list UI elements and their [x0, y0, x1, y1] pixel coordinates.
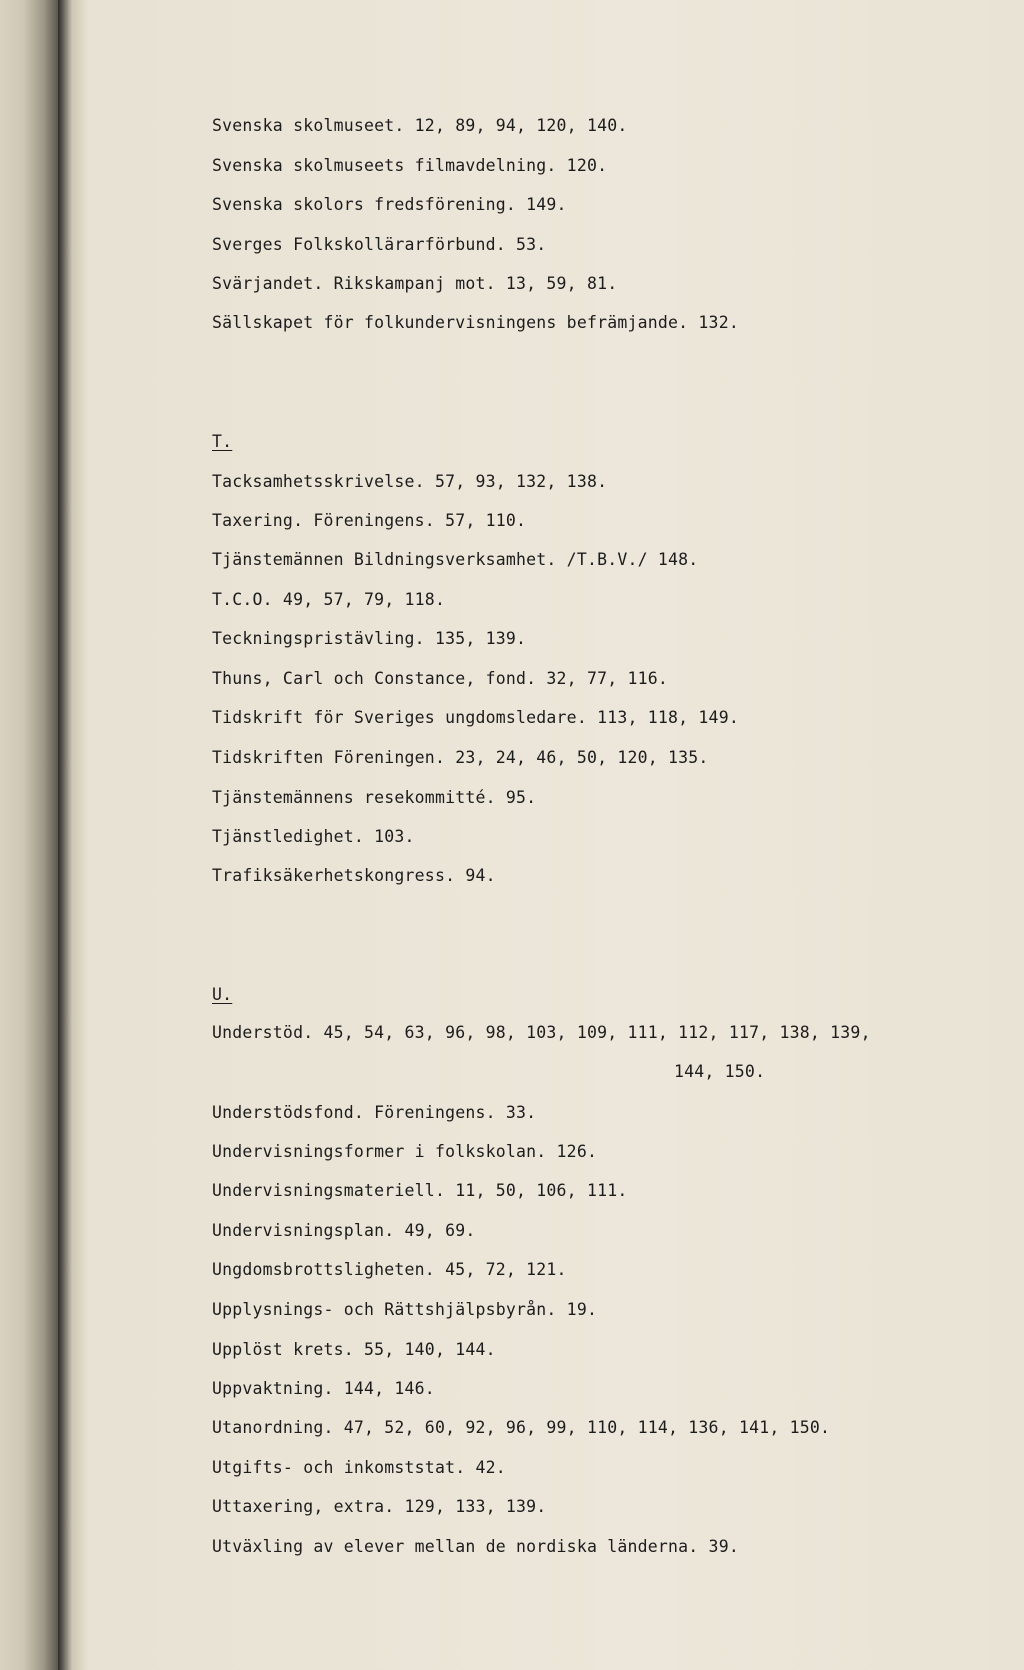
index-entry: Tjänstledighet. 103. [212, 827, 415, 846]
index-entry: Teckningspristävling. 135, 139. [212, 629, 527, 648]
section-heading-t: T. [212, 432, 233, 451]
index-entry: Tjänstemännen Bildningsverksamhet. /T.B.V./ 148. [212, 550, 699, 569]
index-entry: Ungdomsbrottsligheten. 45, 72, 121. [212, 1260, 567, 1279]
index-entry: Undervisningsplan. 49, 69. [212, 1221, 476, 1240]
index-entry: Understödsfond. Föreningens. 33. [212, 1103, 537, 1122]
index-entry: T.C.O. 49, 57, 79, 118. [212, 590, 446, 609]
section-heading-u: U. [212, 985, 233, 1004]
index-entry: Svärjandet. Rikskampanj mot. 13, 59, 81. [212, 274, 618, 293]
index-entry: Utväxling av elever mellan de nordiska länderna. 39. [212, 1537, 739, 1556]
index-entry: Tacksamhetsskrivelse. 57, 93, 132, 138. [212, 472, 608, 491]
index-entry: Undervisningsmateriell. 11, 50, 106, 111. [212, 1181, 628, 1200]
index-entry: Understöd. 45, 54, 63, 96, 98, 103, 109, 111, 112, 117, 138, 139, [212, 1023, 871, 1042]
index-entry: Tjänstemännens resekommitté. 95. [212, 788, 537, 807]
book-binding [0, 0, 58, 1670]
index-entry: Utgifts- och inkomststat. 42. [212, 1458, 506, 1477]
index-entry: Undervisningsformer i folkskolan. 126. [212, 1142, 598, 1161]
index-entry: Svenska skolors fredsförening. 149. [212, 195, 567, 214]
index-entry: Svenska skolmuseet. 12, 89, 94, 120, 140. [212, 116, 628, 135]
index-entry: Tidskriften Föreningen. 23, 24, 46, 50, 120, 135. [212, 748, 709, 767]
index-entry: Sverges Folkskollärarförbund. 53. [212, 235, 547, 254]
index-entry: Uppvaktning. 144, 146. [212, 1379, 435, 1398]
index-entry: Trafiksäkerhetskongress. 94. [212, 866, 496, 885]
index-entry: Tidskrift för Sveriges ungdomsledare. 113, 118, 149. [212, 708, 739, 727]
index-entry: Upplysnings- och Rättshjälpsbyrån. 19. [212, 1300, 598, 1319]
index-entry: Utanordning. 47, 52, 60, 92, 96, 99, 110, 114, 136, 141, 150. [212, 1418, 831, 1437]
index-entry: Upplöst krets. 55, 140, 144. [212, 1340, 496, 1359]
index-entry-continuation: 144, 150. [674, 1062, 766, 1081]
index-entry: Taxering. Föreningens. 57, 110. [212, 511, 527, 530]
index-entry: Svenska skolmuseets filmavdelning. 120. [212, 156, 608, 175]
index-entry: Thuns, Carl och Constance, fond. 32, 77, 116. [212, 669, 669, 688]
index-entry: Uttaxering, extra. 129, 133, 139. [212, 1497, 547, 1516]
index-entries [212, 0, 1012, 1670]
index-entry: Sällskapet för folkundervisningens befrämjande. 132. [212, 313, 739, 332]
